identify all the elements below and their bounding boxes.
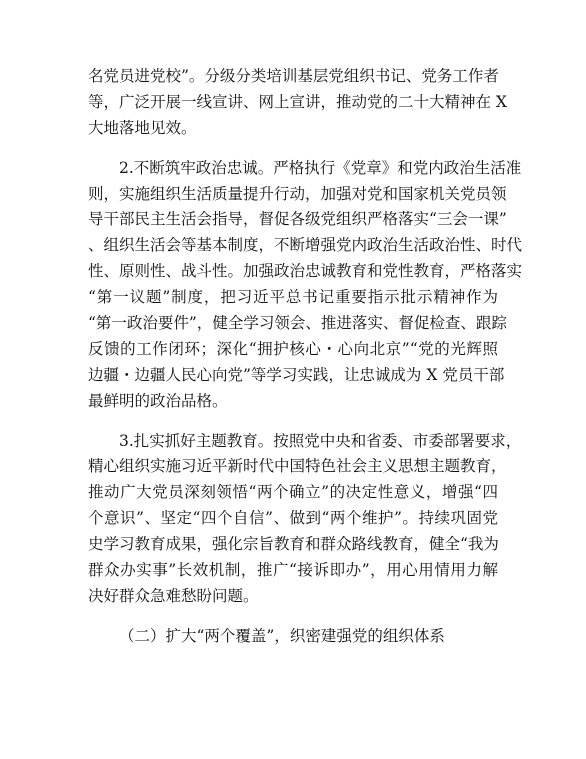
text-line: 个意识”、坚定“四个自信”、做到“两个维护”。持续巩固党 [88, 509, 498, 528]
text-line: “第一议题”制度，把习近平总书记重要指示批示精神作为 [88, 288, 498, 307]
text-line: 、组织生活会等基本制度，不断增强党内政治生活政治性、时代 [88, 236, 523, 255]
paragraph-2 [88, 156, 523, 415]
paragraph-1 [88, 64, 507, 142]
section-heading [88, 624, 498, 650]
text-line: 精心组织实施习近平新时代中国特色社会主义思想主题教育， [88, 457, 507, 476]
text-line: 推动广大党员深刻领悟“两个确立”的决定性意义，增强“四 [88, 483, 498, 502]
text-line: 2.不断筑牢政治忠诚。严格执行《党章》和党内政治生活准 [119, 158, 522, 177]
document-body [88, 64, 523, 650]
paragraph-3 [88, 429, 522, 610]
text-line: 导干部民主生活会指导，督促各级党组织严格落实“三会一课” [88, 210, 507, 229]
text-line: 边疆・边疆人民心向党”等学习实践，让忠诚成为 X 党员干部 [88, 365, 505, 384]
text-line: 等，广泛开展一线宣讲、网上宣讲，推动党的二十大精神在 X [88, 92, 507, 111]
section-heading-text: （二）扩大“两个覆盖”，织密建强党的组织体系 [119, 626, 445, 645]
text-line: 史学习教育成果，强化宗旨教育和群众路线教育，健全“我为 [88, 535, 499, 554]
text-line: “第一政治要件”，健全学习领会、推进落实、督促检查、跟踪 [88, 314, 507, 333]
text-line: 反馈的工作闭环；深化“拥护核心・心向北京”“党的光辉照 [88, 339, 498, 358]
text-line: 群众办实事”长效机制，推广“接诉即办”，用心用情用力解 [88, 561, 498, 580]
text-line: 3.扎实抓好主题教育。按照党中央和省委、市委部署要求， [119, 431, 522, 450]
text-line: 名党员进党校”。分级分类培训基层党组织书记、党务工作者 [88, 67, 499, 85]
text-line: 最鲜明的政治品格。 [88, 391, 228, 410]
text-line: 性、原则性、战斗性。加强政治忠诚教育和党性教育，严格落实 [88, 262, 523, 281]
text-line: 则，实施组织生活质量提升行动，加强对党和国家机关党员领 [88, 184, 507, 203]
text-line: 大地落地见效。 [88, 118, 197, 137]
text-line: 决好群众急难愁盼问题。 [88, 586, 259, 605]
